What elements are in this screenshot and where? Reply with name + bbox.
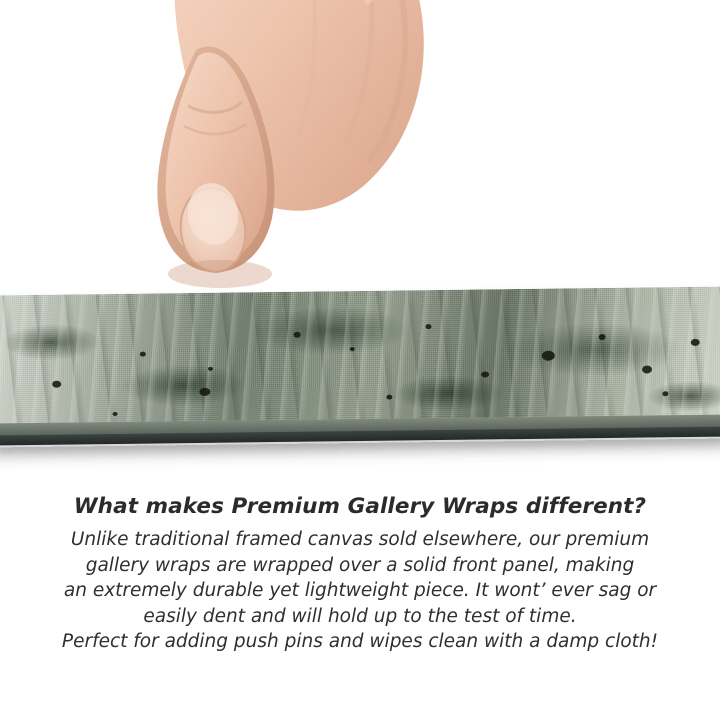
caption-line-4: easily dent and will hold up to the test of time. — [143, 605, 577, 627]
caption-line-1: Unlike traditional framed canvas sold elsewhere, our premium — [70, 529, 650, 550]
caption-line-3: an extremely durable yet lightweight piece. It wont’ ever sag or — [63, 580, 657, 601]
gallery-wrap-canvas-edge — [0, 287, 720, 448]
caption-headline: What makes Premium Gallery Wraps different? — [73, 494, 647, 519]
caption-line-2: gallery wraps are wrapped over a solid front panel, making — [85, 554, 635, 576]
canvas-paint-streaks — [0, 287, 720, 436]
caption-block — [0, 494, 720, 655]
hand-pressing-canvas-icon — [92, 0, 452, 330]
caption-line-5: Perfect for adding push pins and wipes clean with a damp cloth! — [61, 631, 659, 652]
